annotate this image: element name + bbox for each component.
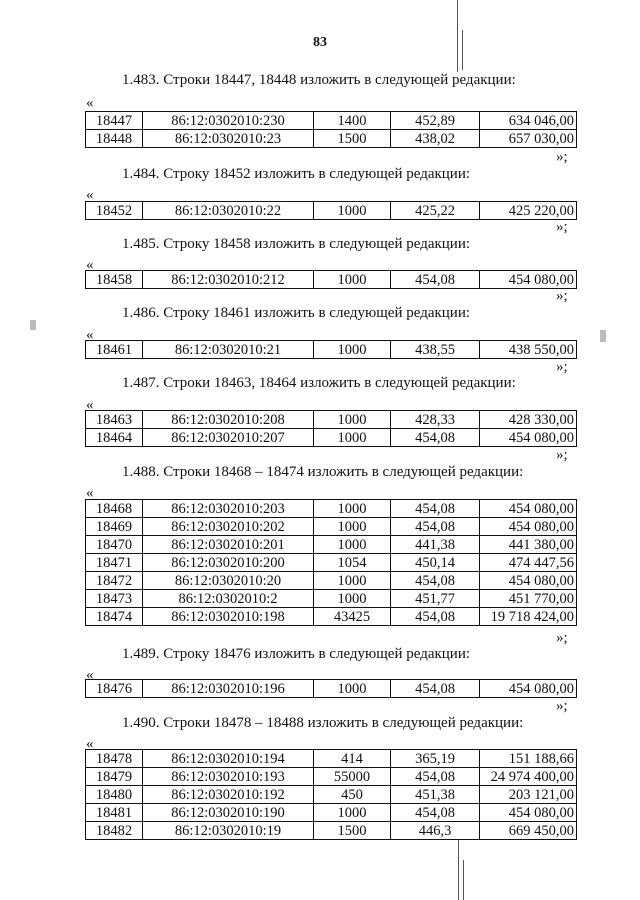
table-cell: 18468 — [86, 500, 143, 518]
table-cell: 454 080,00 — [480, 429, 577, 447]
open-quote: « — [86, 187, 94, 203]
table-cell: 86:12:0302010:19 — [143, 822, 314, 840]
amendment-table — [85, 270, 577, 289]
table-cell: 657 030,00 — [480, 130, 577, 148]
table-cell: 1000 — [314, 536, 391, 554]
table-cell: 18452 — [86, 202, 143, 220]
table-cell: 18480 — [86, 786, 143, 804]
table-row — [86, 518, 577, 536]
table-cell: 18448 — [86, 130, 143, 148]
table-cell: 1000 — [314, 518, 391, 536]
open-quote: « — [86, 736, 94, 752]
table-cell: 454,08 — [391, 500, 480, 518]
table-cell: 86:12:0302010:208 — [143, 411, 314, 429]
table-row — [86, 822, 577, 840]
table-cell: 438 550,00 — [480, 341, 577, 359]
table-cell: 1500 — [314, 130, 391, 148]
table-cell: 18474 — [86, 608, 143, 626]
table-cell: 1000 — [314, 680, 391, 698]
table-cell: 86:12:0302010:196 — [143, 680, 314, 698]
table-cell: 441,38 — [391, 536, 480, 554]
table-row — [86, 130, 577, 148]
table-cell: 86:12:0302010:22 — [143, 202, 314, 220]
table-cell: 425,22 — [391, 202, 480, 220]
scan-artifact-speck — [600, 330, 606, 342]
table-cell: 18471 — [86, 554, 143, 572]
table-cell: 86:12:0302010:202 — [143, 518, 314, 536]
table-cell: 451 770,00 — [480, 590, 577, 608]
amendment-table — [85, 679, 577, 698]
amendment-table — [85, 340, 577, 359]
table-cell: 18458 — [86, 271, 143, 289]
table-cell: 454 080,00 — [480, 500, 577, 518]
section-heading: 1.490. Строки 18478 – 18488 изложить в следующей редакции: — [122, 715, 524, 731]
table-cell: 428 330,00 — [480, 411, 577, 429]
amendment-table — [85, 410, 577, 447]
open-quote: « — [86, 485, 94, 501]
table-cell: 18464 — [86, 429, 143, 447]
table-cell: 438,02 — [391, 130, 480, 148]
table-cell: 86:12:0302010:201 — [143, 536, 314, 554]
table-cell: 18469 — [86, 518, 143, 536]
table-row — [86, 202, 577, 220]
table-cell: 454,08 — [391, 518, 480, 536]
table-cell: 454 080,00 — [480, 804, 577, 822]
scan-artifact-line — [463, 860, 464, 900]
table-cell: 365,19 — [391, 750, 480, 768]
table-cell: 86:12:0302010:230 — [143, 112, 314, 130]
table-cell: 18479 — [86, 768, 143, 786]
section-heading: 1.489. Строку 18476 изложить в следующей редакции: — [122, 646, 471, 662]
table-cell: 18478 — [86, 750, 143, 768]
table-row — [86, 112, 577, 130]
table-cell: 450,14 — [391, 554, 480, 572]
close-quote: »; — [556, 447, 568, 463]
amendment-table — [85, 499, 577, 626]
table-cell: 86:12:0302010:212 — [143, 271, 314, 289]
table-cell: 19 718 424,00 — [480, 608, 577, 626]
section-heading: 1.483. Строки 18447, 18448 изложить в следующей редакции: — [122, 72, 516, 88]
table-cell: 86:12:0302010:207 — [143, 429, 314, 447]
table-cell: 454 080,00 — [480, 271, 577, 289]
table-cell: 18461 — [86, 341, 143, 359]
table-cell: 1000 — [314, 271, 391, 289]
table-cell: 425 220,00 — [480, 202, 577, 220]
amendment-table — [85, 111, 577, 148]
page-number: 83 — [313, 35, 327, 50]
table-cell: 18482 — [86, 822, 143, 840]
table-cell: 454,08 — [391, 429, 480, 447]
table-row — [86, 429, 577, 447]
table-cell: 1000 — [314, 500, 391, 518]
table-cell: 43425 — [314, 608, 391, 626]
open-quote: « — [86, 327, 94, 343]
open-quote: « — [86, 257, 94, 273]
table-row — [86, 341, 577, 359]
table-cell: 454,08 — [391, 804, 480, 822]
table-cell: 446,3 — [391, 822, 480, 840]
scan-artifact-line — [457, 0, 458, 72]
table-cell: 451,77 — [391, 590, 480, 608]
table-row — [86, 768, 577, 786]
table-row — [86, 786, 577, 804]
table-row — [86, 554, 577, 572]
scan-artifact-line — [462, 30, 463, 70]
table-row — [86, 500, 577, 518]
table-cell: 86:12:0302010:192 — [143, 786, 314, 804]
table-cell: 86:12:0302010:193 — [143, 768, 314, 786]
table-cell: 451,38 — [391, 786, 480, 804]
table-cell: 441 380,00 — [480, 536, 577, 554]
table-cell: 454,08 — [391, 608, 480, 626]
table-cell: 1000 — [314, 341, 391, 359]
table-cell: 1000 — [314, 804, 391, 822]
section-heading: 1.487. Строки 18463, 18464 изложить в следующей редакции: — [122, 375, 516, 391]
table-cell: 454 080,00 — [480, 518, 577, 536]
table-cell: 454,08 — [391, 768, 480, 786]
table-cell: 1500 — [314, 822, 391, 840]
section-heading: 1.486. Строку 18461 изложить в следующей редакции: — [122, 305, 471, 321]
table-cell: 151 188,66 — [480, 750, 577, 768]
table-cell: 86:12:0302010:2 — [143, 590, 314, 608]
table-cell: 86:12:0302010:194 — [143, 750, 314, 768]
table-cell: 18470 — [86, 536, 143, 554]
amendment-table — [85, 749, 577, 840]
table-cell: 1400 — [314, 112, 391, 130]
section-heading: 1.484. Строку 18452 изложить в следующей редакции: — [122, 166, 471, 182]
open-quote: « — [86, 397, 94, 413]
table-cell: 1000 — [314, 572, 391, 590]
table-row — [86, 572, 577, 590]
table-cell: 18473 — [86, 590, 143, 608]
table-cell: 86:12:0302010:203 — [143, 500, 314, 518]
table-cell: 634 046,00 — [480, 112, 577, 130]
section-heading: 1.488. Строки 18468 – 18474 изложить в следующей редакции: — [122, 464, 524, 480]
table-row — [86, 411, 577, 429]
table-cell: 86:12:0302010:21 — [143, 341, 314, 359]
table-cell: 474 447,56 — [480, 554, 577, 572]
table-cell: 450 — [314, 786, 391, 804]
close-quote: »; — [556, 698, 568, 714]
table-cell: 454 080,00 — [480, 680, 577, 698]
table-cell: 454 080,00 — [480, 572, 577, 590]
table-row — [86, 804, 577, 822]
table-cell: 55000 — [314, 768, 391, 786]
table-cell: 18472 — [86, 572, 143, 590]
table-cell: 414 — [314, 750, 391, 768]
table-row — [86, 536, 577, 554]
table-cell: 1000 — [314, 429, 391, 447]
close-quote: »; — [556, 630, 568, 646]
table-cell: 428,33 — [391, 411, 480, 429]
table-cell: 438,55 — [391, 341, 480, 359]
table-row — [86, 590, 577, 608]
table-cell: 18481 — [86, 804, 143, 822]
scan-artifact-speck — [30, 320, 36, 330]
table-row — [86, 608, 577, 626]
table-cell: 86:12:0302010:198 — [143, 608, 314, 626]
table-cell: 18476 — [86, 680, 143, 698]
open-quote: « — [86, 95, 94, 111]
table-row — [86, 680, 577, 698]
table-cell: 452,89 — [391, 112, 480, 130]
table-cell: 24 974 400,00 — [480, 768, 577, 786]
table-cell: 18463 — [86, 411, 143, 429]
table-cell: 1000 — [314, 411, 391, 429]
table-cell: 86:12:0302010:20 — [143, 572, 314, 590]
table-cell: 18447 — [86, 112, 143, 130]
close-quote: »; — [556, 288, 568, 304]
table-cell: 86:12:0302010:190 — [143, 804, 314, 822]
amendment-table — [85, 201, 577, 220]
close-quote: »; — [556, 359, 568, 375]
table-cell: 1054 — [314, 554, 391, 572]
table-cell: 86:12:0302010:200 — [143, 554, 314, 572]
section-heading: 1.485. Строку 18458 изложить в следующей редакции: — [122, 236, 471, 252]
table-cell: 1000 — [314, 590, 391, 608]
close-quote: »; — [556, 149, 568, 165]
table-cell: 454,08 — [391, 271, 480, 289]
table-cell: 454,08 — [391, 572, 480, 590]
scan-artifact-line — [458, 840, 459, 900]
table-row — [86, 750, 577, 768]
table-cell: 669 450,00 — [480, 822, 577, 840]
table-cell: 1000 — [314, 202, 391, 220]
open-quote: « — [86, 667, 94, 683]
table-cell: 454,08 — [391, 680, 480, 698]
table-cell: 86:12:0302010:23 — [143, 130, 314, 148]
close-quote: »; — [556, 219, 568, 235]
table-row — [86, 271, 577, 289]
table-cell: 203 121,00 — [480, 786, 577, 804]
